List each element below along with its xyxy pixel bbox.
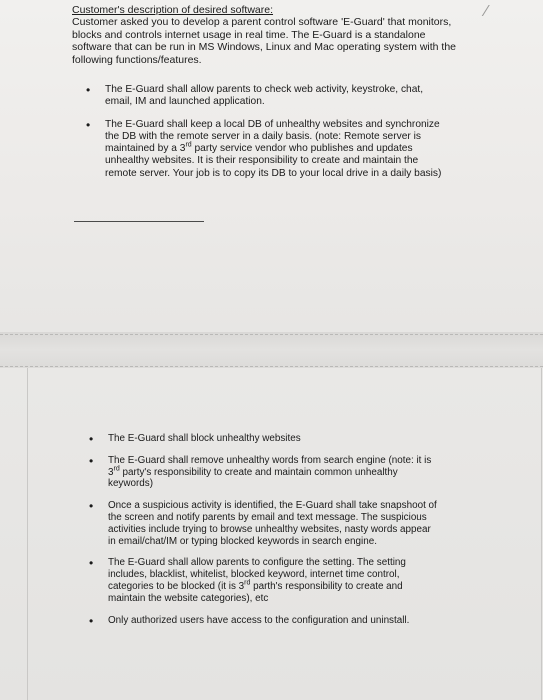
feature-line: categories to be blocked (it is 3rd parth's responsibility to create and	[108, 579, 403, 592]
feature-line: The E-Guard shall keep a local DB of unhealthy websites and synchronize	[105, 118, 440, 130]
feature-line: keywords)	[108, 478, 153, 490]
feature-line: unhealthy websites. It is their responsibility to create and maintain the	[105, 155, 419, 167]
bullet-icon: •	[89, 613, 94, 628]
bullet-icon: •	[86, 117, 91, 132]
feature-line: remote server. Your job is to copy its DB to your local drive in a daily basis)	[105, 167, 442, 179]
feature-list-top	[86, 83, 471, 190]
bullet-icon: •	[86, 83, 91, 97]
feature-line: Once a suspicious activity is identified, the E-Guard shall take snapshoot of	[108, 500, 437, 512]
feature-item	[89, 613, 456, 628]
intro-paragraph	[72, 16, 474, 66]
intro-line: blocks and controls internet usage in real time. The E-Guard is a standalone	[72, 28, 426, 41]
feature-line: The E-Guard shall allow parents to check web activity, keystroke, chat,	[105, 84, 424, 95]
page-fold-line	[27, 368, 28, 700]
bullet-icon: •	[89, 453, 94, 468]
intro-line: following functions/features.	[72, 53, 202, 66]
feature-line: email, IM and launched application.	[105, 96, 265, 108]
intro-line: Customer asked you to develop a parent control software 'E-Guard' that monitors,	[72, 16, 452, 28]
bullet-icon: •	[89, 432, 94, 446]
intro-line: software that can be run in MS Windows, Linux and Mac operating system with the	[72, 41, 457, 53]
feature-line: The E-Guard shall block unhealthy websites	[108, 433, 301, 444]
feature-line: the screen and notify parents by email and text message. The suspicious	[108, 511, 427, 523]
page-edge-dashed-line	[0, 334, 543, 335]
page-edge-dashed-line	[0, 366, 543, 367]
blank-underline	[74, 221, 204, 222]
feature-line: The E-Guard shall allow parents to configure the setting. The setting	[108, 557, 406, 569]
page-gap	[0, 332, 543, 368]
feature-line: in email/chat/IM or typing blocked keywords in search engine.	[108, 535, 377, 547]
feature-item	[89, 453, 456, 490]
feature-line: Only authorized users have access to the configuration and uninstall.	[108, 614, 410, 626]
section-heading: Customer's description of desired software:	[72, 4, 274, 16]
page-fold-line	[541, 368, 542, 700]
feature-line: maintained by a 3rd party service vendor who publishes and updates	[105, 141, 413, 155]
feature-list-bottom	[89, 432, 456, 636]
feature-item	[89, 499, 456, 547]
feature-item	[86, 83, 471, 109]
bullet-icon: •	[89, 556, 94, 571]
feature-line: activities include trying to browse unhealthy websites, nasty words appear	[108, 523, 431, 535]
feature-item	[89, 556, 456, 604]
feature-line: the DB with the remote server in a daily basis. (note: Remote server is	[105, 130, 421, 142]
feature-item	[86, 117, 471, 180]
bullet-icon: •	[89, 499, 94, 514]
feature-line: 3rd party's responsibility to create and maintain common unhealthy	[108, 465, 398, 478]
feature-line: includes, blacklist, whitelist, blocked keyword, internet time control,	[108, 569, 400, 581]
feature-line: The E-Guard shall remove unhealthy words from search engine (note: it is	[108, 454, 432, 466]
feature-line: maintain the website categories), etc	[108, 592, 269, 604]
feature-item	[89, 432, 456, 446]
pen-mark-icon: ∕	[485, 3, 488, 20]
